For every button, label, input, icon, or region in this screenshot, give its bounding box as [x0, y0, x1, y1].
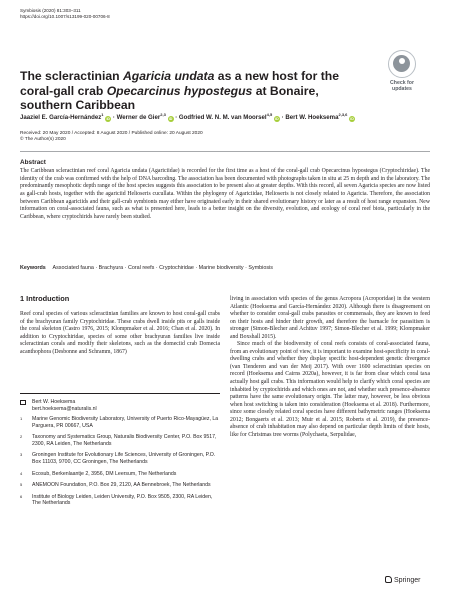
- affiliation: [20, 471, 220, 478]
- keywords-label: Keywords: [20, 265, 46, 271]
- received-accepted-line: Received: 20 May 2020 / Accepted: 8 August 2020 / Published online: 20 August 2020: [20, 131, 203, 136]
- affiliation-number: 5: [20, 482, 23, 488]
- abstract-heading: Abstract: [20, 159, 46, 166]
- right-column: [230, 296, 430, 439]
- publisher-logo: [385, 576, 420, 584]
- author-affiliation-ref: 2,3: [160, 112, 166, 117]
- paragraph: Since much of the biodiversity of coral reefs consists of coral-associated fauna, from an evolutionary point of view, it is important to examine host-specificity in coral-dwelling crabs and whether they display specific host-dependent genetic divergence (van Tienderen and van der Meij 2017). With over 1600 scleractinian species on record (Hoeksema and Cairns 2020a), however, it is far from clear which coral taxa actually host gall crabs. This information would help to clarify which coral species are inhabited by cryptochirids and which ones are not, and whether such presence-absence patterns have the same evolutionary origin. The latter may, however, be less obvious when host switching is taken into consideration (Hoeksema et al. 2018). Furthermore, since some closely related coral species have different bathymetric ranges (Hoeksema 2012; Bongaerts et al. 2013; Muir et al. 2015; Roberts et al. 2019), the presence-absence of crab inhabitation may also depend on particular depth limits of their hosts, like for Christmas tree worms (Polychaeta, Serpulidae,: [230, 341, 430, 438]
- correspondence: [20, 393, 220, 412]
- springer-horse-icon: [385, 576, 392, 583]
- affiliation-text: Institute of Biology Leiden, Leiden University, P.O. Box 9505, 2300, RA Leiden, The Netherlands: [32, 493, 213, 507]
- publisher-name: Springer: [394, 577, 421, 584]
- article-title: [20, 69, 350, 113]
- orcid-icon[interactable]: iD: [275, 117, 279, 122]
- left-column: [20, 311, 220, 356]
- affiliation-number: 1: [20, 416, 23, 421]
- title-species-crab: Opecarcinus hypostegus: [106, 83, 253, 98]
- author-list: [20, 111, 440, 122]
- publication-dates: [20, 131, 203, 144]
- affiliation: [20, 494, 220, 507]
- affiliation: [20, 416, 220, 429]
- affiliation-number: 6: [20, 493, 23, 499]
- title-text: as a new host for the coral-gall crab: [20, 69, 340, 98]
- keywords: [20, 265, 430, 272]
- corresponding-author: Bert W. Hoeksema: [32, 399, 76, 405]
- copyright-line: © The Author(s) 2020: [20, 137, 66, 143]
- badge-line2: updates: [392, 86, 412, 93]
- orcid-icon[interactable]: iD: [106, 117, 111, 122]
- affiliation: [20, 452, 220, 465]
- orcid-icon[interactable]: iD: [168, 117, 173, 122]
- section-heading: 1 Introduction: [20, 294, 70, 303]
- author-name[interactable]: Godfried W. N. M. van Moorsel: [178, 114, 267, 122]
- affiliation-number: 4: [20, 470, 23, 476]
- author-separator: ·: [111, 114, 117, 122]
- author-name[interactable]: Werner de Gier: [116, 114, 161, 122]
- email-link[interactable]: bert.hoeksema@naturalis.nl: [32, 405, 97, 412]
- author-affiliation-ref: 1: [101, 112, 104, 117]
- keywords-list: Associated fauna · Brachyura · Coral reefs · Cryptochiridae · Marine biodiversity · Symbiosis: [52, 265, 273, 271]
- affiliation-text: ANEMOON Foundation, P.O. Box 29, 2120, AA Bennebroek, The Netherlands: [32, 482, 211, 489]
- author-separator: ·: [173, 114, 179, 122]
- affiliation-number: 2: [20, 434, 23, 440]
- title-text: The scleractinian: [20, 69, 123, 83]
- orcid-icon[interactable]: iD: [350, 117, 354, 122]
- check-for-updates-badge[interactable]: [379, 50, 425, 92]
- doi-link[interactable]: https://doi.org/10.1007/s13199-020-00706-8: [20, 14, 110, 20]
- affiliations: [20, 416, 220, 512]
- journal-header: [20, 8, 110, 20]
- affiliation-text: Taxonomy and Systematics Group, Naturalis Biodiversity Center, P.O. Box 9517, 2300, RA Leiden, The Netherlands: [32, 434, 217, 447]
- abstract-body: The Caribbean scleractinian reef coral Agaricia undata (Agariciidae) is recorded for the first time as a host of the coral-gall crab Opecarcinus hypostegus (Cryptochiridae). The identity of the crab was confirmed with the help of DNA barcoding. The association has been documented with photographs taken in situ at 25 m depth and in the laboratory. The predominantly mesophotic depth range of the host species suggests this association to be present also at greater depths. With this record, all seven Agaricia species are now listed as gall-crab hosts, together with the agariciid Helioseris cucullata. Within the phylogeny of Agariciidae, Helioseris is not closely related to Agaricia. Therefore, the association between Caribbean agariciids and their gall-crab symbionts may either have originated early in their shared evolutionary history or later as a result of host range expansion. New information on coral-associated fauna, such as what is presented here, leads to a better insight on the diversity, evolution, and ecology of coral reef biota, particularly in the Caribbean, where cryptochirids have rarely been studied.: [20, 168, 430, 220]
- paragraph: living in association with species of the genus Acropora (Acroporidae) in the western Atlantic (Hoeksema and García-Hernández 2020). Although there is disagreement on whether to consider coral-gall crabs parasites or commensals, they are known to feed on their hosts and hinder their growth, and therefore the barnacle for parasitism is stronger (Simon-Blecher and Achituv 1997; Simon-Blecher et al. 1999; Klompmaker and Boxshall 2015).: [230, 296, 430, 340]
- author-separator: ·: [279, 114, 286, 122]
- affiliation-text: Ecosub, Berkenlaantje 2, 3956, DM Leersum, The Netherlands: [32, 470, 177, 477]
- paragraph: Reef coral species of various scleractinian families are known to host coral-gall crabs of the brachyuran family Cryptochiridae. These crabs dwell inside pits or galls inside the coral skeleton (Castro 1976, 2015; Klompmaker et al. 2016; Chan et al. 2020). In addition to Cryptochiridae, species of some other brachyuran families live inside scleractinian corals and modify their skeletons, such as the domeciid crab Domecia acanthophora (Desbonne and Schramm, 1867): [20, 311, 220, 355]
- bookmark-icon: [388, 50, 416, 78]
- affiliation-text: Marine Genomic Biodiversity Laboratory, University of Puerto Rico-Mayagüez, La Parguera, PR 00667, USA: [32, 416, 219, 429]
- envelope-icon: [20, 400, 26, 405]
- author-affiliation-ref: 4,5: [266, 112, 273, 117]
- author-affiliation-ref: 2,3,6: [338, 112, 348, 117]
- affiliation-text: Groningen Institute for Evolutionary Life Sciences, University of Groningen, P.O. Box 11103, 9700, CC Groningen, The Netherlands: [32, 452, 216, 465]
- divider: [20, 151, 430, 152]
- affiliation-number: 3: [20, 452, 23, 458]
- title-text: at Bonaire, southern Caribbean: [20, 83, 319, 113]
- journal-citation: Symbiosis (2020) 81:303–311: [20, 8, 81, 13]
- badge-line1: Check for: [390, 80, 414, 86]
- affiliation: [20, 434, 220, 447]
- author-name[interactable]: Bert W. Hoeksema: [285, 114, 339, 122]
- title-species-host: Agaricia undata: [122, 69, 215, 83]
- author-name[interactable]: Jaaziel E. García-Hernández: [20, 114, 102, 122]
- affiliation: [20, 482, 220, 489]
